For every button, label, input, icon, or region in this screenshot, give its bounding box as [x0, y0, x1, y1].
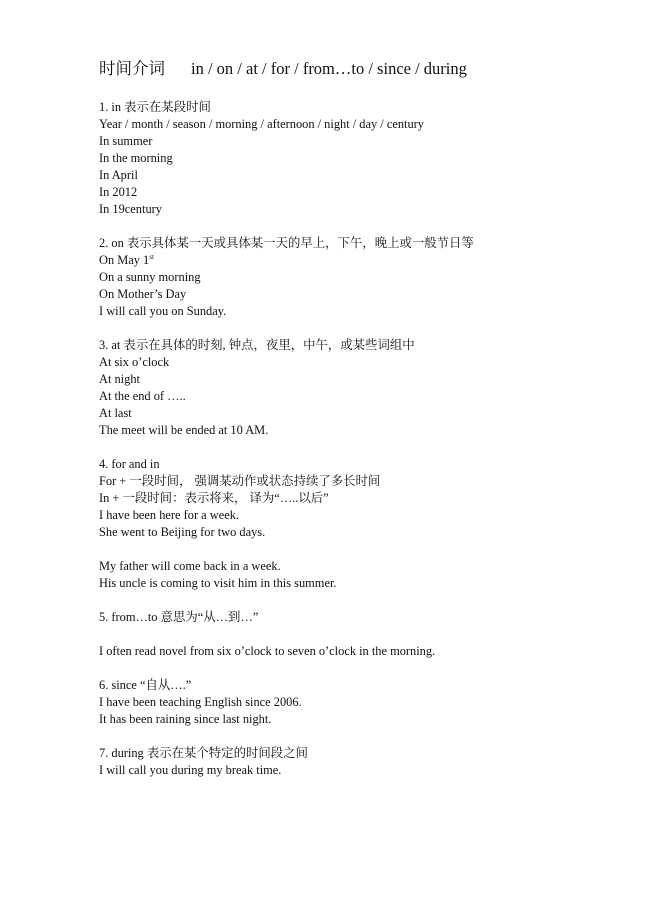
example-line: At night [99, 372, 140, 386]
example-line: His uncle is coming to visit him in this summer. [99, 576, 337, 590]
section-in [99, 99, 619, 218]
section-heading: 1. in 表示在某段时间 [99, 100, 211, 114]
example-line: She went to Beijing for two days. [99, 525, 266, 539]
example-line: I have been here for a week. [99, 508, 239, 522]
example-line [99, 252, 619, 269]
example-line: In summer [99, 134, 153, 148]
example-line: I will call you on Sunday. [99, 304, 227, 318]
example-line: In 19century [99, 202, 162, 216]
section-heading: 2. on 表示具体某一天或具体某一天的早上，下午，晚上或一般节日等 [99, 236, 474, 250]
example-line: I have been teaching English since 2006. [99, 695, 302, 709]
page-title [99, 58, 619, 80]
section-from-to [99, 609, 619, 660]
section-heading: 7. during 表示在某个特定的时间段之间 [99, 746, 308, 760]
example-line: I will call you during my break time. [99, 763, 282, 777]
section-heading: 4. for and in [99, 457, 160, 471]
date-text: On May 1 [99, 253, 150, 267]
ordinal-suffix: st [149, 253, 154, 261]
section-since [99, 677, 619, 728]
title-english: in / on / at / for / from…to / since / during [191, 59, 467, 78]
document-page [99, 58, 619, 779]
example-line: In 2012 [99, 185, 138, 199]
section-at [99, 337, 619, 439]
example-line: On Mother’s Day [99, 287, 187, 301]
example-line: In + 一段时间：表示将来， 译为“…..以后” [99, 491, 329, 505]
section-heading: 3. at 表示在具体的时刻, 钟点，夜里，中午，或某些词组中 [99, 338, 415, 352]
example-line: I often read novel from six o’clock to seven o’clock in the morning. [99, 644, 436, 658]
example-line: In the morning [99, 151, 173, 165]
example-line: The meet will be ended at 10 AM. [99, 423, 269, 437]
example-line: At last [99, 406, 132, 420]
example-line: In April [99, 168, 138, 182]
section-heading: 5. from…to 意思为“从…到…” [99, 610, 259, 624]
title-chinese: 时间介词 [99, 59, 165, 78]
example-line: It has been raining since last night. [99, 712, 272, 726]
section-for-and-in [99, 456, 619, 592]
example-line: For + 一段时间， 强调某动作或状态持续了多长时间 [99, 474, 381, 488]
example-line: On a sunny morning [99, 270, 201, 284]
example-line: At six o’clock [99, 355, 170, 369]
example-line: Year / month / season / morning / afternoon / night / day / century [99, 117, 424, 131]
section-heading: 6. since “自从….” [99, 678, 192, 692]
section-during [99, 745, 619, 779]
section-on [99, 235, 619, 320]
example-line: At the end of ….. [99, 389, 186, 403]
example-line: My father will come back in a week. [99, 559, 281, 573]
